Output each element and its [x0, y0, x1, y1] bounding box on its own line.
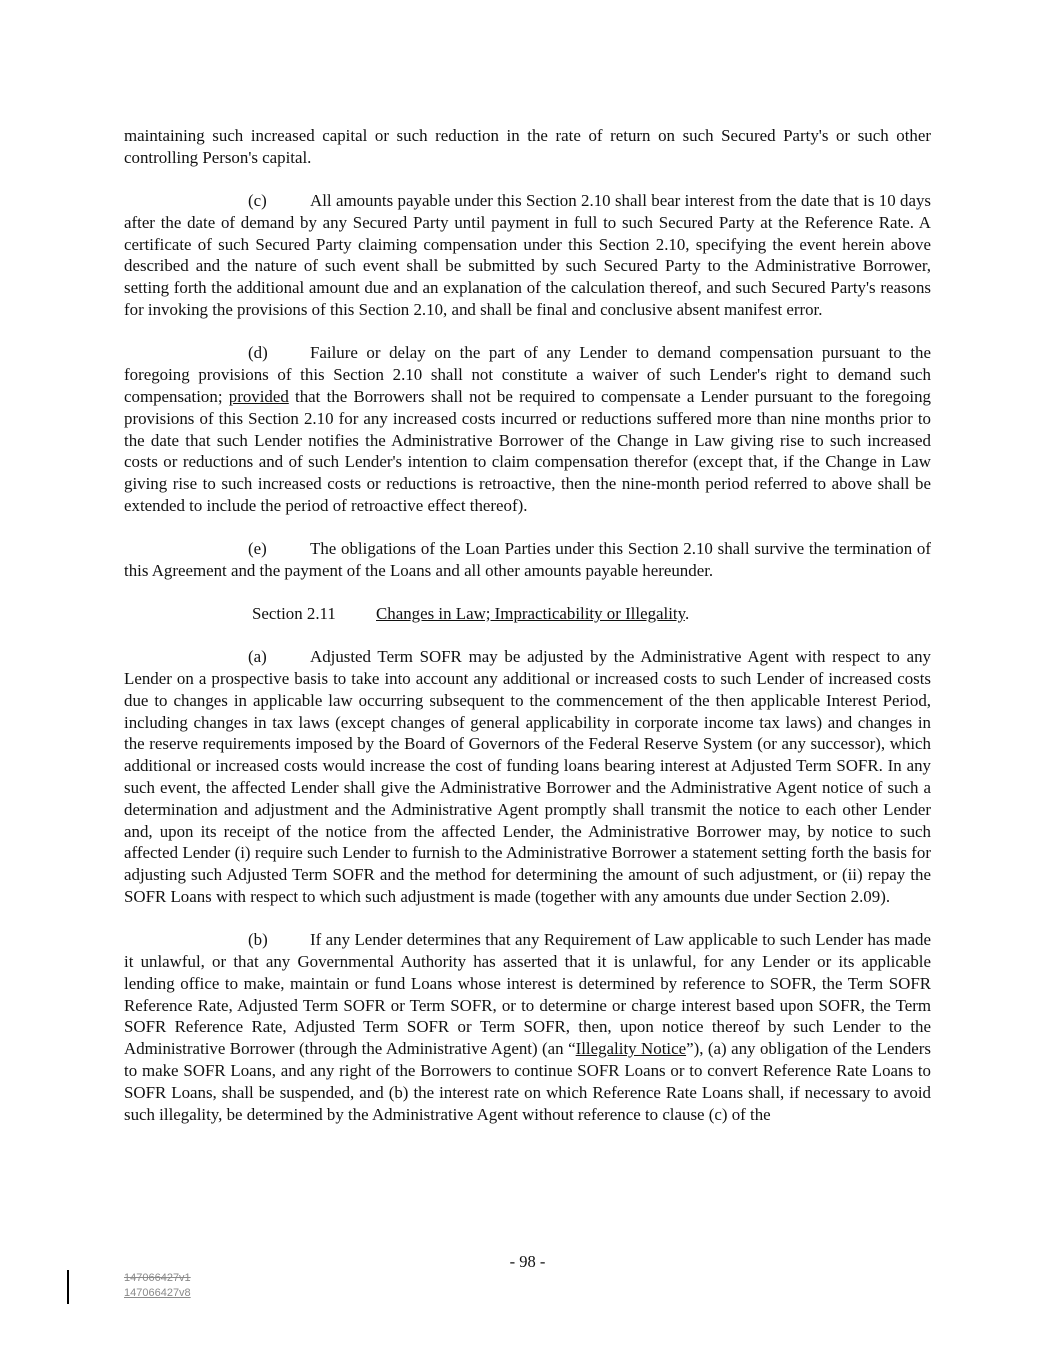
section-title: Changes in Law; Impracticability or Illegality [376, 603, 685, 623]
paragraph-e [124, 538, 931, 582]
paragraph-c-label: (c) [248, 191, 267, 211]
paragraph-c [124, 190, 931, 321]
paragraph-d-text-after: that the Borrowers shall not be required to compensate a Lender pursuant to the foregoing provisions of this Section 2.10 for any increased costs incurred or reductions suffered more than nine months prior to the date that such Lender notifies the Administrative Borrower of the Change in Law giving rise to such increased costs or reductions and of such Lender's intention to claim compensation therefor (except that, if the Change in Law giving rise to such increased costs or reductions is retroactive, then the nine-month period referred to above shall be extended to include the period of retroactive effect thereof). [124, 386, 931, 515]
paragraph-b-label: (b) [248, 930, 268, 950]
paragraph-a-label: (a) [248, 647, 267, 667]
paragraph-d-text-before: Failure or delay on the part of any Lender to demand compensation pursuant to the foregoing provisions of this Section 2.10 shall not constitute a waiver of such Lender's right to demand such compensation; [124, 343, 931, 406]
paragraph-b-text-after: ”), (a) any obligation of the Lenders to make SOFR Loans, and any right of the Borrowers to continue SOFR Loans or to convert Reference Rate Loans to SOFR Loans, shall be suspended, and (b) the interest rate on which Reference Rate Loans shall, if necessary to avoid such illegality, be determined by the Administrative Agent without reference to clause (c) of the [124, 1039, 931, 1124]
doc-id-old: 147066427v1 [124, 1272, 191, 1284]
illegality-notice-term: Illegality Notice [575, 1039, 687, 1059]
provided-term: provided [228, 386, 289, 406]
section-title-period: . [684, 603, 690, 623]
paragraph-b [124, 929, 931, 1125]
paragraph-e-text: The obligations of the Loan Parties under this Section 2.10 shall survive the termination of this Agreement and the payment of the Loans and all other amounts payable hereunder. [124, 539, 931, 581]
paragraph-e-label: (e) [248, 539, 267, 559]
doc-id-new: 147066427v8 [124, 1287, 191, 1299]
paragraph-b-text-before: If any Lender determines that any Requirement of Law applicable to such Lender has made it unlawful, or that any Governmental Authority has asserted that it is unlawful, for any Lender or its applicable lending office to make, maintain or fund Loans whose interest is determined by reference to SOFR, the Term SOFR Reference Rate, Adjusted Term SOFR or Term SOFR, or to determine or charge interest based upon SOFR, the Term SOFR Reference Rate, Adjusted Term SOFR or Term SOFR, then, upon notice thereof by such Lender to the Administrative Borrower (through the Administrative Agent) (an “ [124, 930, 931, 1059]
section-heading [124, 603, 931, 625]
paragraph-a-text: Adjusted Term SOFR may be adjusted by the Administrative Agent with respect to any Lender on a prospective basis to take into account any additional or increased costs to such Lender of increased costs due to changes in applicable law occurring subsequent to the commencement of the then applicable Interest Period, including changes in tax laws (except changes of general applicability in corporate income tax laws) and changes in the reserve requirements imposed by the Board of Governors of the Federal Reserve System (or any successor), which additional or increased costs would increase the cost of funding loans bearing interest at Adjusted Term SOFR. In any such event, the affected Lender shall give the Administrative Borrower and the Administrative Agent notice of such a determination and adjustment and the Administrative Agent promptly shall transmit the notice to each other Lender and, upon its receipt of the notice from the affected Lender, the Administrative Borrower may, by notice to such affected Lender (i) require such Lender to furnish to the Administrative Borrower a statement setting forth the basis for adjusting such Adjusted Term SOFR and the method for determining the amount of such adjustment, or (ii) repay the SOFR Loans with respect to which such adjustment is made (together with any amounts due under Section 2.09). [124, 647, 931, 906]
paragraph-d-label: (d) [248, 343, 268, 363]
document-ids [124, 1271, 191, 1301]
paragraph-c-text: All amounts payable under this Section 2.10 shall bear interest from the date that is 10 days after the date of demand by any Secured Party until payment in full to such Secured Party at the Reference Rate. A certificate of such Secured Party claiming compensation under this Section 2.10, specifying the event herein above described and the nature of such event shall be submitted by such Secured Party to the Administrative Borrower, setting forth the additional amount due and an explanation of the calculation thereof, and such Secured Party's reasons for invoking the provisions of this Section 2.10, and shall be final and conclusive absent manifest error. [124, 191, 931, 320]
paragraph-continuation: maintaining such increased capital or such reduction in the rate of return on such Secured Party's or such other controlling Person's capital. [124, 126, 931, 167]
paragraph-d [124, 342, 931, 516]
document-body [124, 125, 931, 1125]
paragraph-a [124, 646, 931, 908]
page-number: - 98 - [509, 1252, 546, 1271]
section-number: Section 2.11 [252, 603, 336, 623]
change-bar [67, 1270, 69, 1304]
